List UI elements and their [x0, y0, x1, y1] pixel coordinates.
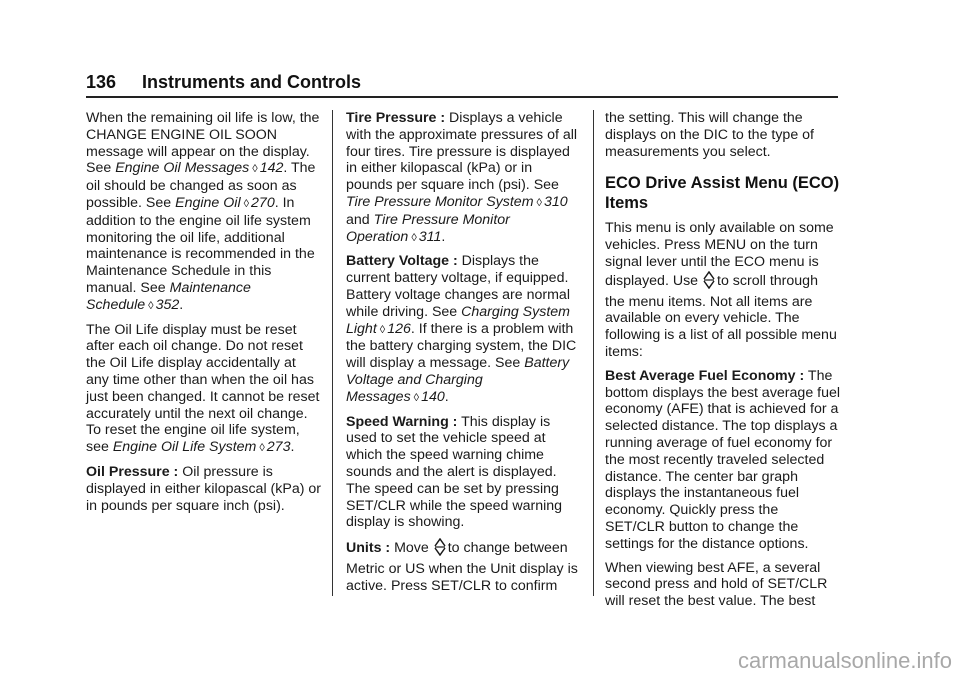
paragraph-battery-voltage: [346, 253, 582, 406]
body-text: When the remaining oil life is low, the CHANGE ENGINE OIL SOON message will appear on the display. See: [86, 110, 320, 177]
body-text: This menu is only available on some vehicles. Press MENU on the turn signal lever until the ECO menu is displayed. Use: [605, 220, 834, 289]
cross-reference-link[interactable]: Tire Pressure Monitor System: [346, 193, 534, 210]
paragraph-tire-pressure: [346, 110, 582, 246]
section-heading-eco: ECO Drive Assist Menu (ECO) Items: [605, 174, 840, 213]
page-reference-arrow-icon: ◊: [536, 196, 542, 209]
body-text: .: [441, 228, 446, 245]
page-reference-arrow-icon: ◊: [252, 163, 258, 176]
page-reference-number[interactable]: 310: [543, 193, 568, 210]
cross-reference-link[interactable]: Charging System Light: [346, 303, 570, 337]
paragraph-oil-life-low: [86, 110, 322, 315]
page-header: [86, 70, 838, 98]
page-reference-number[interactable]: 270: [251, 194, 275, 211]
body-text: Displays the current battery voltage, if equipped. Battery voltage changes are normal while driving. See: [346, 253, 570, 320]
page-number: 136: [86, 72, 117, 92]
term-label: Speed Warning :: [346, 413, 458, 430]
thumbwheel-up-down-icon: [434, 538, 446, 561]
body-text: The Oil Life display must be reset after each oil change. Do not reset the Oil Life display accidentally at any time other than when the oil has just been changed. It cannot be reset accurately until the next oil change. To reset the engine oil life system, see: [86, 321, 320, 456]
body-text: The bottom displays the best average fuel economy (AFE) that is achieved for a selected distance. The top displays a running average of fuel economy for the most recently traveled selected distance. The center bar graph displays the instantaneous fuel economy. Quickly press the SET/CLR button to change the settings for the distance options.: [605, 367, 841, 552]
term-label: Units :: [346, 540, 391, 557]
body-text: .: [290, 439, 295, 456]
cross-reference-link[interactable]: Tire Pressure Monitor Operation: [346, 211, 510, 245]
page-reference-number[interactable]: 352: [155, 296, 180, 313]
page-reference-number[interactable]: 142: [259, 160, 284, 177]
body-text: .: [444, 388, 449, 405]
body-text: Displays a vehicle with the approximate pressures of all four tires. Tire pressure is displayed in either kilopascal (kPa) or in pounds per square inch (psi). See: [346, 110, 578, 194]
body-text: Oil pressure is displayed in either kilopascal (kPa) or in pounds per square inch (psi).: [86, 463, 321, 514]
paragraph-best-afe-reset: When viewing best AFE, a several second press and hold of SET/CLR will reset the best value. The best: [605, 559, 828, 610]
paragraph-best-afe: [605, 368, 841, 553]
page-reference-number[interactable]: 140: [421, 388, 445, 405]
page-reference-arrow-icon: ◊: [379, 323, 386, 336]
site-watermark: carmanualsonline.info: [737, 648, 952, 673]
thumbwheel-up-down-icon: [703, 271, 715, 294]
paragraph-eco-intro: [605, 220, 841, 360]
paragraph-units: [346, 538, 582, 594]
text-column-1: [86, 110, 322, 521]
cross-reference-link[interactable]: Maintenance Schedule: [86, 279, 251, 313]
term-label: Tire Pressure :: [346, 110, 446, 126]
body-text: to scroll through the menu items. Not all items are available on every vehicle. The following is a list of all possible menu items:: [605, 272, 837, 360]
page-reference-arrow-icon: ◊: [259, 442, 265, 455]
page-reference-arrow-icon: ◊: [413, 391, 420, 404]
column-divider: [593, 110, 594, 596]
section-title: Instruments and Controls: [142, 72, 362, 92]
term-label: Oil Pressure :: [86, 463, 179, 480]
cross-reference-link[interactable]: Battery Voltage and Charging Messages: [346, 355, 570, 405]
page-reference-number[interactable]: 273: [266, 439, 291, 456]
body-text: . In addition to the engine oil life system monitoring the oil life, additional maintenance is recommended in the Maintenance Schedule in this manual. See: [86, 194, 315, 296]
paragraph-oil-pressure: [86, 464, 322, 514]
page-reference-arrow-icon: ◊: [243, 197, 250, 210]
cross-reference-link[interactable]: Engine Oil Messages: [115, 160, 250, 177]
term-label: Best Average Fuel Economy :: [605, 367, 805, 384]
page-reference-number[interactable]: 126: [387, 320, 411, 337]
term-label: Battery Voltage :: [346, 253, 458, 270]
paragraph-units-continued: the setting. This will change the displays on the DIC to the type of measurements you select.: [605, 110, 814, 160]
body-text: .: [179, 296, 184, 313]
paragraph-oil-life-reset: [86, 322, 322, 457]
body-text: to change between Metric or US when the Unit display is active. Press SET/CLR to confirm: [346, 540, 578, 594]
page-reference-number[interactable]: 311: [418, 228, 442, 245]
body-text: and: [346, 211, 370, 228]
paragraph-speed-warning: [346, 414, 582, 532]
body-text: Move: [390, 540, 429, 557]
page-reference-arrow-icon: ◊: [148, 299, 154, 312]
body-text: This display is used to set the vehicle speed at which the speed warning chime sounds and the alert is displayed. The speed can be set by pressing SET/CLR while the speed warning display is showing.: [346, 413, 563, 531]
cross-reference-link[interactable]: Engine Oil Life System: [112, 439, 257, 456]
text-column-2: [346, 110, 582, 602]
body-text: . If there is a problem with the battery charging system, the DIC will display a message. See: [346, 320, 577, 372]
body-text: . The oil should be changed as soon as possible. See: [86, 160, 316, 211]
column-divider: [332, 110, 333, 596]
page-reference-arrow-icon: ◊: [411, 231, 417, 244]
cross-reference-link[interactable]: Engine Oil: [175, 194, 241, 211]
text-column-3: [605, 110, 841, 617]
